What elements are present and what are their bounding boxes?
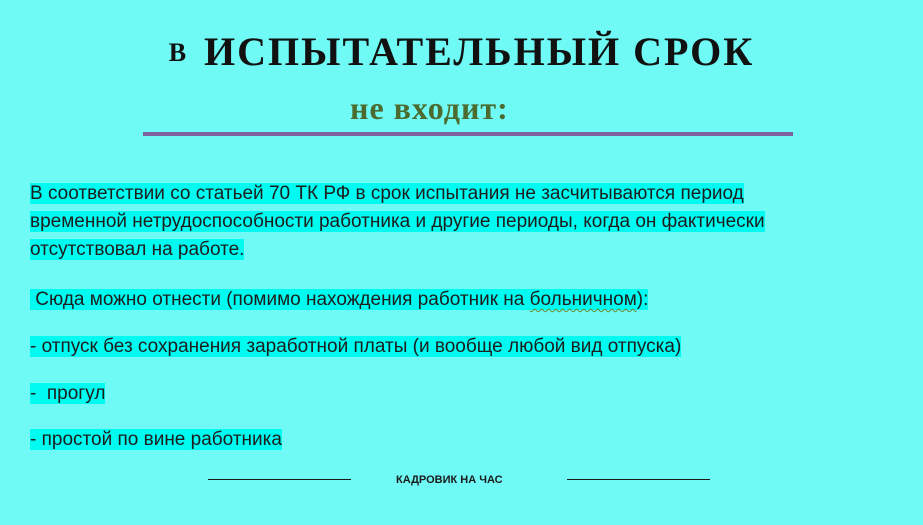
list-item-text: - прогул [30, 383, 106, 404]
paragraph-list-intro [30, 286, 648, 314]
list-item-text: - простой по вине работника [30, 429, 282, 450]
footer-brand: КАДРОВИК НА ЧАС [396, 474, 503, 486]
paragraph-list-intro-underlined: больничном [529, 289, 637, 310]
list-item [30, 333, 681, 361]
paragraph-list-intro-before: Сюда можно отнести (помимо нахождения работник на [30, 289, 530, 310]
page-subtitle: не входит: [350, 90, 509, 126]
paragraph-intro-line-1: В соответствии со статьей 70 ТК РФ в срок испытания не засчитываются период [30, 183, 744, 204]
list-item [30, 380, 105, 408]
title-prefix: В [168, 38, 187, 67]
list-item-text: - отпуск без сохранения заработной платы (и вообще любой вид отпуска) [30, 336, 682, 357]
paragraph-list-intro-after: ): [636, 289, 649, 310]
list-item [30, 426, 282, 454]
footer-line-left [208, 479, 351, 480]
title-main: ИСПЫТАТЕЛЬНЫЙ СРОК [204, 29, 755, 74]
paragraph-intro-line-2: временной нетрудоспособности работника и другие периоды, когда он фактически [30, 211, 765, 232]
paragraph-list-intro-text [30, 289, 648, 310]
title-divider [143, 132, 793, 136]
page-title [0, 28, 923, 75]
footer-line-right [567, 479, 710, 480]
paragraph-intro-line-3: отсутствовал на работе. [30, 239, 245, 260]
paragraph-intro [30, 180, 765, 264]
